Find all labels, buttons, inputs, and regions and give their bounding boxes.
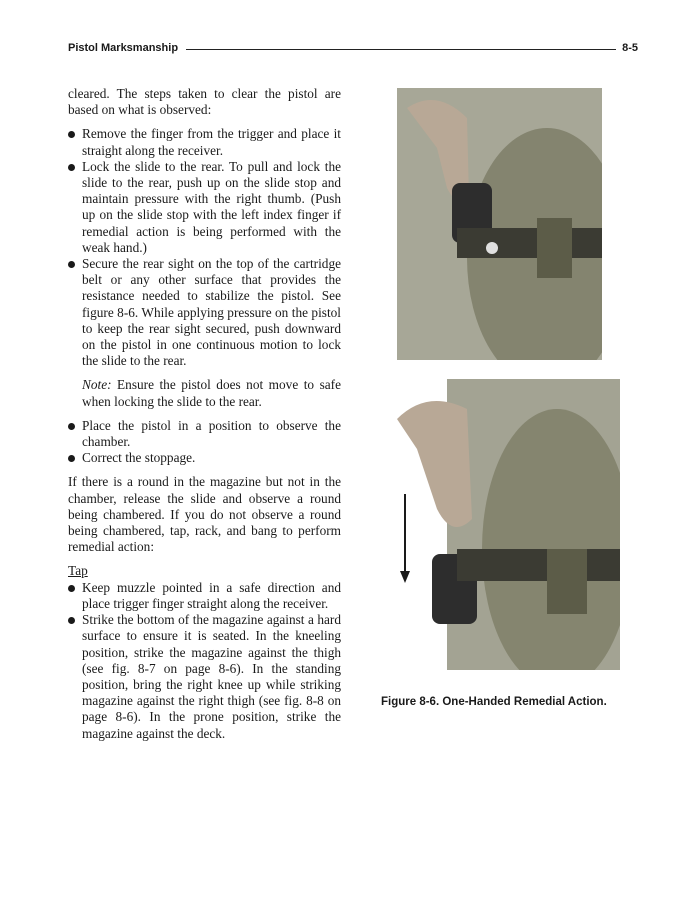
list-item: Remove the finger from the trigger and place it straight along the receiver. <box>68 126 341 158</box>
list-item: Strike the bottom of the magazine against a hard surface to ensure it is seated. In the kneeling position, strike the magazine against the thigh (see fig. 8-7 on page 8-6). In the standing position, bring the right knee up while striking magazine against the right thigh (see fig. 8-8 on page 8-6). In the prone position, strike the magazine against the deck. <box>68 612 341 742</box>
note-label: Note: <box>82 377 112 393</box>
bullet-icon <box>68 455 75 462</box>
bullet-list-2 <box>68 418 341 467</box>
bullet-list-3 <box>68 580 341 742</box>
figure-caption: Figure 8-6. One-Handed Remedial Action. <box>381 696 607 708</box>
bullet-icon <box>68 131 75 138</box>
list-item: Keep muzzle pointed in a safe direction and place trigger finger straight along the receiver. <box>68 580 341 612</box>
soldier-photo-illustration <box>397 88 602 360</box>
figure-photo-bottom <box>397 379 620 670</box>
page-number: 8-5 <box>622 42 638 54</box>
list-item: Lock the slide to the rear. To pull and lock the slide to the rear, push up on the slide stop and maintain pressure with the right thumb. (Push up on the slide stop with the left index finger if remedial action is being performed with the weak hand.) <box>68 159 341 256</box>
bullet-icon <box>68 617 75 624</box>
running-header <box>68 42 638 58</box>
bullet-list-1 <box>68 126 341 369</box>
bullet-icon <box>68 423 75 430</box>
header-rule <box>186 49 616 50</box>
text-column <box>68 86 341 750</box>
note-text: Ensure the pistol does not move to safe when locking the slide to the rear. <box>82 377 341 409</box>
bullet-icon <box>68 585 75 592</box>
note <box>82 377 341 409</box>
soldier-photo-illustration <box>397 379 620 670</box>
list-item: Correct the stoppage. <box>68 450 341 466</box>
figure-photo-top <box>397 88 602 360</box>
intro-paragraph: cleared. The steps taken to clear the pistol are based on what is observed: <box>68 86 341 118</box>
sub-heading: Tap <box>68 563 88 579</box>
bullet-icon <box>68 261 75 268</box>
paragraph-2: If there is a round in the magazine but not in the chamber, release the slide and observe a round being chambered. If you do not observe a round being chambered, tap, rack, and bang to perform remedial action: <box>68 474 341 555</box>
list-item: Place the pistol in a position to observe the chamber. <box>68 418 341 450</box>
header-title: Pistol Marksmanship <box>68 42 179 54</box>
list-item: Secure the rear sight on the top of the cartridge belt or any other surface that provides the resistance needed to stabilize the pistol. See figure 8-6. While applying pressure on the pistol to keep the rear sight secured, push downward on the pistol in one continuous motion to lock the slide to the rear. <box>68 256 341 369</box>
bullet-icon <box>68 164 75 171</box>
